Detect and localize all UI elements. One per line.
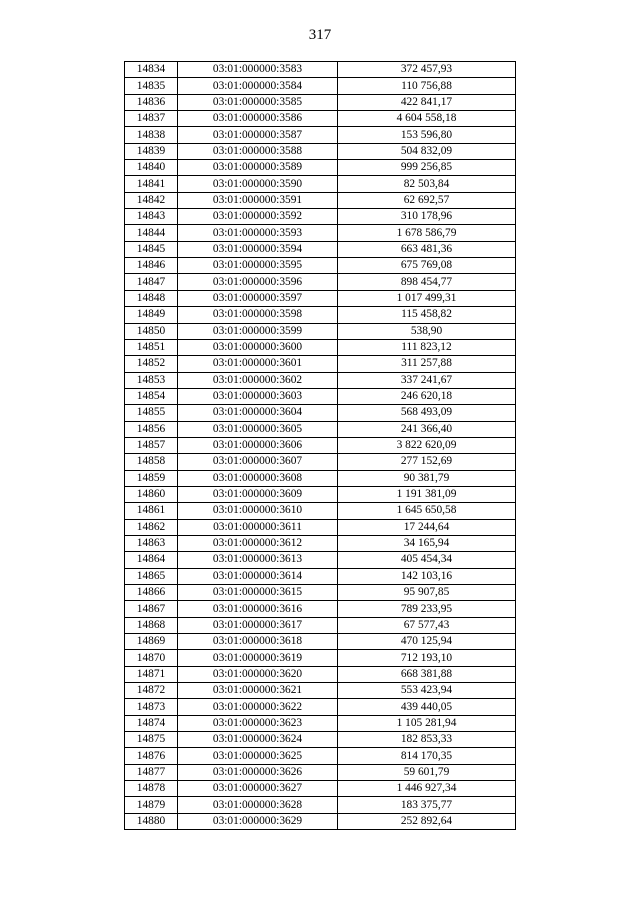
table-row	[125, 307, 516, 323]
row-number-cell: 14871	[125, 666, 178, 682]
cadastral-number-cell: 03:01:000000:3616	[178, 601, 338, 617]
cadastral-value-cell: 1 678 586,79	[338, 225, 516, 241]
row-number-cell: 14852	[125, 356, 178, 372]
cadastral-number-cell: 03:01:000000:3611	[178, 519, 338, 535]
cadastral-number-cell: 03:01:000000:3608	[178, 470, 338, 486]
table-row	[125, 323, 516, 339]
cadastral-value-cell: 1 446 927,34	[338, 781, 516, 797]
row-number-cell: 14868	[125, 617, 178, 633]
cadastral-value-cell: 67 577,43	[338, 617, 516, 633]
cadastral-value-cell: 3 822 620,09	[338, 437, 516, 453]
cadastral-value-cell: 814 170,35	[338, 748, 516, 764]
table-row	[125, 356, 516, 372]
table-row	[125, 568, 516, 584]
cadastral-value-cell: 372 457,93	[338, 62, 516, 78]
cadastral-number-cell: 03:01:000000:3627	[178, 781, 338, 797]
cadastral-number-cell: 03:01:000000:3605	[178, 421, 338, 437]
row-number-cell: 14879	[125, 797, 178, 813]
table-row	[125, 732, 516, 748]
cadastral-number-cell: 03:01:000000:3622	[178, 699, 338, 715]
cadastral-number-cell: 03:01:000000:3596	[178, 274, 338, 290]
cadastral-value-cell: 675 769,08	[338, 258, 516, 274]
table-row	[125, 764, 516, 780]
row-number-cell: 14850	[125, 323, 178, 339]
row-number-cell: 14842	[125, 192, 178, 208]
cadastral-value-cell: 111 823,12	[338, 339, 516, 355]
table-row	[125, 601, 516, 617]
table-row	[125, 617, 516, 633]
row-number-cell: 14877	[125, 764, 178, 780]
table-body	[125, 62, 516, 830]
cadastral-number-cell: 03:01:000000:3604	[178, 405, 338, 421]
table-row	[125, 225, 516, 241]
table-row	[125, 192, 516, 208]
cadastral-value-cell: 277 152,69	[338, 454, 516, 470]
cadastral-value-cell: 712 193,10	[338, 650, 516, 666]
row-number-cell: 14854	[125, 388, 178, 404]
table-row	[125, 405, 516, 421]
row-number-cell: 14866	[125, 585, 178, 601]
cadastral-number-cell: 03:01:000000:3603	[178, 388, 338, 404]
table-row	[125, 519, 516, 535]
cadastral-number-cell: 03:01:000000:3585	[178, 94, 338, 110]
cadastral-value-cell: 90 381,79	[338, 470, 516, 486]
table-row	[125, 258, 516, 274]
cadastral-value-cell: 182 853,33	[338, 732, 516, 748]
cadastral-value-cell: 95 907,85	[338, 585, 516, 601]
cadastral-value-cell: 153 596,80	[338, 127, 516, 143]
row-number-cell: 14835	[125, 78, 178, 94]
row-number-cell: 14867	[125, 601, 178, 617]
cadastral-value-cell: 668 381,88	[338, 666, 516, 682]
cadastral-value-cell: 663 481,36	[338, 241, 516, 257]
cadastral-value-cell: 82 503,84	[338, 176, 516, 192]
row-number-cell: 14849	[125, 307, 178, 323]
row-number-cell: 14851	[125, 339, 178, 355]
table-row	[125, 813, 516, 829]
row-number-cell: 14838	[125, 127, 178, 143]
cadastral-value-cell: 17 244,64	[338, 519, 516, 535]
cadastral-number-cell: 03:01:000000:3628	[178, 797, 338, 813]
cadastral-value-cell: 1 191 381,09	[338, 486, 516, 502]
cadastral-value-cell: 246 620,18	[338, 388, 516, 404]
table-row	[125, 127, 516, 143]
cadastral-value-cell: 337 241,67	[338, 372, 516, 388]
cadastral-number-cell: 03:01:000000:3592	[178, 209, 338, 225]
table-row	[125, 535, 516, 551]
row-number-cell: 14878	[125, 781, 178, 797]
cadastral-number-cell: 03:01:000000:3626	[178, 764, 338, 780]
table-row	[125, 797, 516, 813]
row-number-cell: 14834	[125, 62, 178, 78]
table-row	[125, 454, 516, 470]
row-number-cell: 14869	[125, 634, 178, 650]
table-row	[125, 699, 516, 715]
cadastral-value-cell: 183 375,77	[338, 797, 516, 813]
row-number-cell: 14839	[125, 143, 178, 159]
cadastral-number-cell: 03:01:000000:3624	[178, 732, 338, 748]
cadastral-value-cell: 310 178,96	[338, 209, 516, 225]
cadastral-value-cell: 4 604 558,18	[338, 111, 516, 127]
table-row	[125, 62, 516, 78]
cadastral-number-cell: 03:01:000000:3623	[178, 715, 338, 731]
cadastral-value-cell: 241 366,40	[338, 421, 516, 437]
page-number: 317	[308, 27, 332, 43]
row-number-cell: 14861	[125, 503, 178, 519]
table-row	[125, 241, 516, 257]
cadastral-number-cell: 03:01:000000:3602	[178, 372, 338, 388]
cadastral-number-cell: 03:01:000000:3583	[178, 62, 338, 78]
cadastral-number-cell: 03:01:000000:3601	[178, 356, 338, 372]
table-row	[125, 666, 516, 682]
cadastral-value-cell: 999 256,85	[338, 160, 516, 176]
row-number-cell: 14874	[125, 715, 178, 731]
cadastral-number-cell: 03:01:000000:3600	[178, 339, 338, 355]
cadastral-value-cell: 311 257,88	[338, 356, 516, 372]
cadastral-value-cell: 1 645 650,58	[338, 503, 516, 519]
cadastral-value-cell: 504 832,09	[338, 143, 516, 159]
cadastral-number-cell: 03:01:000000:3595	[178, 258, 338, 274]
cadastral-number-cell: 03:01:000000:3599	[178, 323, 338, 339]
cadastral-number-cell: 03:01:000000:3598	[178, 307, 338, 323]
cadastral-number-cell: 03:01:000000:3629	[178, 813, 338, 829]
cadastral-value-cell: 422 841,17	[338, 94, 516, 110]
table-row	[125, 421, 516, 437]
cadastral-value-cell: 538,90	[338, 323, 516, 339]
table-row	[125, 339, 516, 355]
row-number-cell: 14837	[125, 111, 178, 127]
cadastral-number-cell: 03:01:000000:3606	[178, 437, 338, 453]
cadastral-value-cell: 62 692,57	[338, 192, 516, 208]
cadastral-number-cell: 03:01:000000:3621	[178, 683, 338, 699]
row-number-cell: 14876	[125, 748, 178, 764]
cadastral-value-cell: 405 454,34	[338, 552, 516, 568]
cadastral-value-cell: 110 756,88	[338, 78, 516, 94]
row-number-cell: 14864	[125, 552, 178, 568]
row-number-cell: 14870	[125, 650, 178, 666]
cadastral-number-cell: 03:01:000000:3590	[178, 176, 338, 192]
table-row	[125, 111, 516, 127]
cadastral-number-cell: 03:01:000000:3613	[178, 552, 338, 568]
cadastral-value-cell: 568 493,09	[338, 405, 516, 421]
cadastral-value-cell: 1 017 499,31	[338, 290, 516, 306]
row-number-cell: 14862	[125, 519, 178, 535]
cadastral-number-cell: 03:01:000000:3610	[178, 503, 338, 519]
cadastral-number-cell: 03:01:000000:3619	[178, 650, 338, 666]
row-number-cell: 14845	[125, 241, 178, 257]
cadastral-value-cell: 470 125,94	[338, 634, 516, 650]
table-row	[125, 160, 516, 176]
cadastral-number-cell: 03:01:000000:3591	[178, 192, 338, 208]
row-number-cell: 14865	[125, 568, 178, 584]
table-row	[125, 715, 516, 731]
row-number-cell: 14872	[125, 683, 178, 699]
row-number-cell: 14873	[125, 699, 178, 715]
cadastral-value-table	[124, 61, 516, 830]
row-number-cell: 14856	[125, 421, 178, 437]
table-row	[125, 94, 516, 110]
cadastral-value-cell: 252 892,64	[338, 813, 516, 829]
cadastral-value-cell: 553 423,94	[338, 683, 516, 699]
cadastral-number-cell: 03:01:000000:3587	[178, 127, 338, 143]
row-number-cell: 14858	[125, 454, 178, 470]
row-number-cell: 14859	[125, 470, 178, 486]
table-row	[125, 78, 516, 94]
cadastral-number-cell: 03:01:000000:3614	[178, 568, 338, 584]
table-row	[125, 683, 516, 699]
cadastral-number-cell: 03:01:000000:3588	[178, 143, 338, 159]
table-row	[125, 650, 516, 666]
cadastral-number-cell: 03:01:000000:3618	[178, 634, 338, 650]
table-row	[125, 143, 516, 159]
table-row	[125, 274, 516, 290]
row-number-cell: 14860	[125, 486, 178, 502]
row-number-cell: 14855	[125, 405, 178, 421]
cadastral-value-cell: 789 233,95	[338, 601, 516, 617]
cadastral-number-cell: 03:01:000000:3615	[178, 585, 338, 601]
table-row	[125, 176, 516, 192]
cadastral-value-cell: 898 454,77	[338, 274, 516, 290]
row-number-cell: 14846	[125, 258, 178, 274]
table-row	[125, 503, 516, 519]
cadastral-number-cell: 03:01:000000:3589	[178, 160, 338, 176]
table-row	[125, 552, 516, 568]
row-number-cell: 14847	[125, 274, 178, 290]
table-row	[125, 486, 516, 502]
cadastral-number-cell: 03:01:000000:3584	[178, 78, 338, 94]
table-row	[125, 437, 516, 453]
table-row	[125, 372, 516, 388]
cadastral-number-cell: 03:01:000000:3594	[178, 241, 338, 257]
row-number-cell: 14836	[125, 94, 178, 110]
table-row	[125, 634, 516, 650]
row-number-cell: 14840	[125, 160, 178, 176]
cadastral-number-cell: 03:01:000000:3586	[178, 111, 338, 127]
cadastral-value-cell: 1 105 281,94	[338, 715, 516, 731]
cadastral-value-cell: 34 165,94	[338, 535, 516, 551]
row-number-cell: 14853	[125, 372, 178, 388]
row-number-cell: 14863	[125, 535, 178, 551]
row-number-cell: 14848	[125, 290, 178, 306]
table-row	[125, 290, 516, 306]
cadastral-number-cell: 03:01:000000:3607	[178, 454, 338, 470]
table-row	[125, 470, 516, 486]
cadastral-value-cell: 115 458,82	[338, 307, 516, 323]
row-number-cell: 14857	[125, 437, 178, 453]
row-number-cell: 14875	[125, 732, 178, 748]
table-row	[125, 388, 516, 404]
table-row	[125, 585, 516, 601]
cadastral-number-cell: 03:01:000000:3609	[178, 486, 338, 502]
cadastral-number-cell: 03:01:000000:3617	[178, 617, 338, 633]
cadastral-number-cell: 03:01:000000:3612	[178, 535, 338, 551]
table-row	[125, 748, 516, 764]
row-number-cell: 14844	[125, 225, 178, 241]
table-row	[125, 781, 516, 797]
row-number-cell: 14880	[125, 813, 178, 829]
table-row	[125, 209, 516, 225]
cadastral-value-cell: 439 440,05	[338, 699, 516, 715]
row-number-cell: 14841	[125, 176, 178, 192]
cadastral-number-cell: 03:01:000000:3597	[178, 290, 338, 306]
cadastral-value-cell: 59 601,79	[338, 764, 516, 780]
row-number-cell: 14843	[125, 209, 178, 225]
cadastral-number-cell: 03:01:000000:3620	[178, 666, 338, 682]
cadastral-value-cell: 142 103,16	[338, 568, 516, 584]
cadastral-number-cell: 03:01:000000:3593	[178, 225, 338, 241]
cadastral-number-cell: 03:01:000000:3625	[178, 748, 338, 764]
